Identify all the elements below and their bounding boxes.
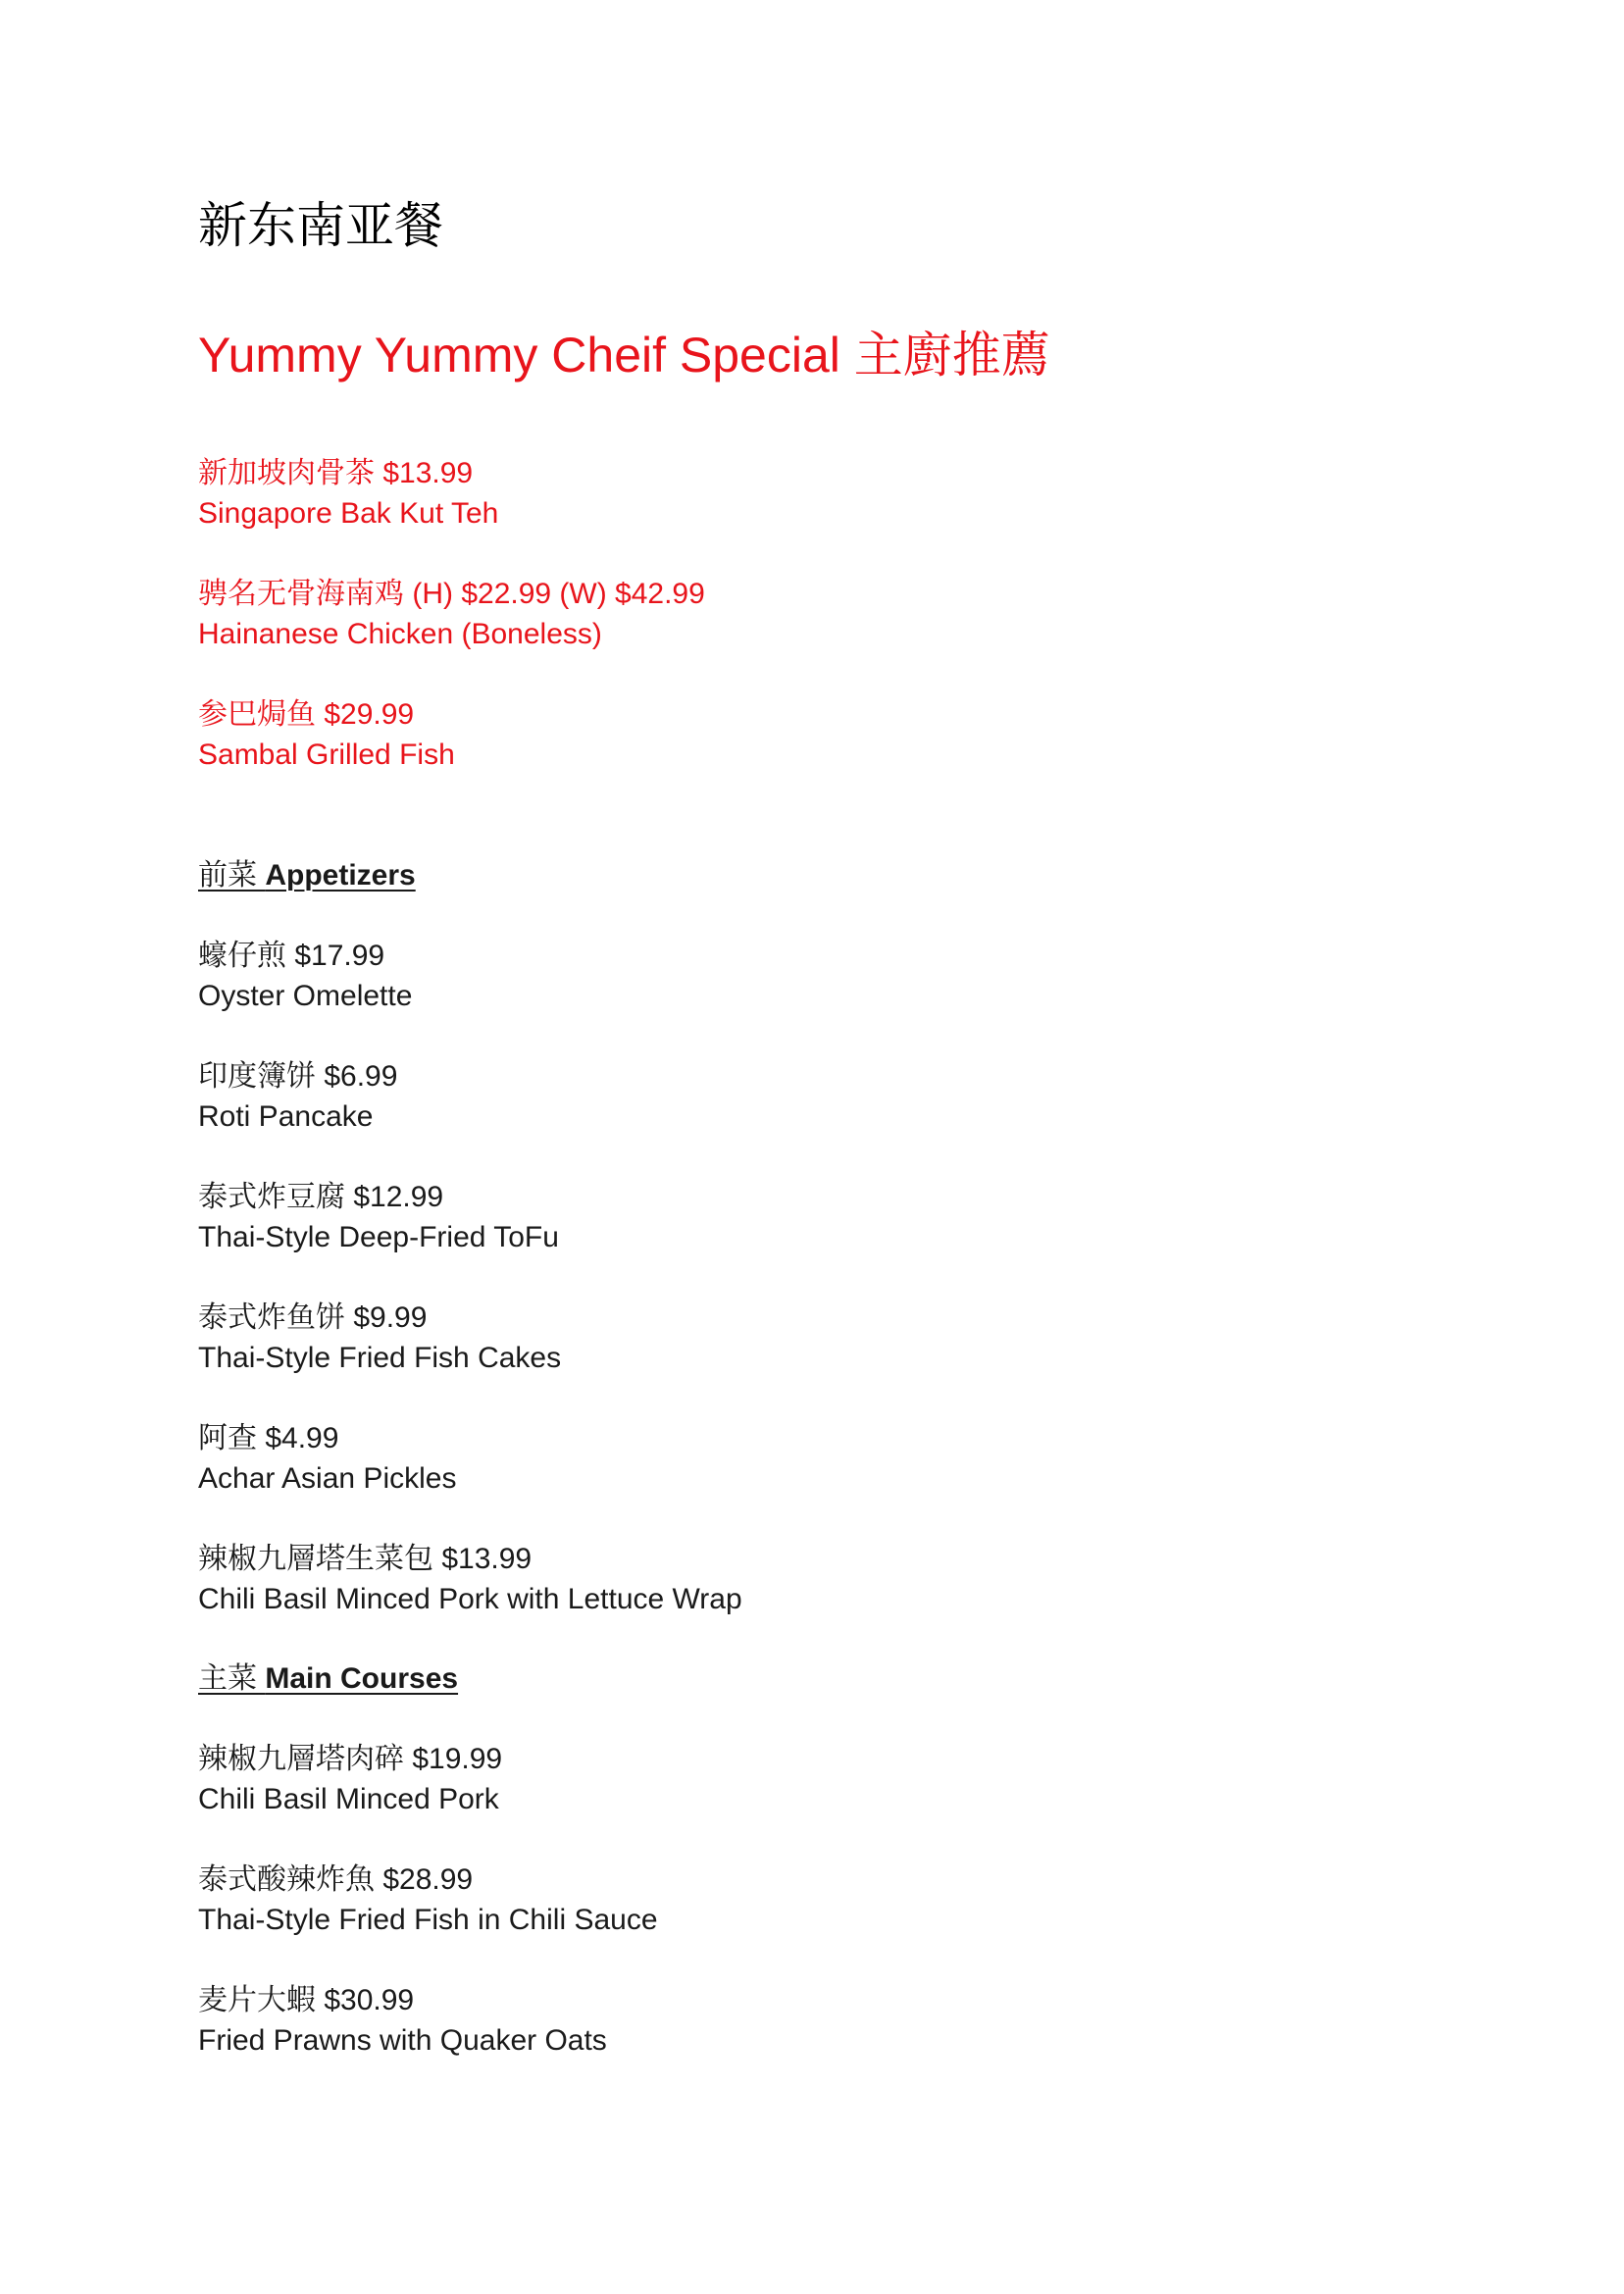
appetizers-heading xyxy=(198,856,416,895)
main-item-2-name-price xyxy=(198,1861,473,1900)
special-item-3-name-price xyxy=(198,695,414,735)
main-item-1-price: $19.99 xyxy=(412,1743,503,1775)
special-item-1-name-price xyxy=(198,454,473,493)
appetizer-item-3-price: $12.99 xyxy=(353,1181,444,1213)
main-item-1-english: Chili Basil Minced Pork xyxy=(198,1783,499,1815)
main-item-2-english: Thai-Style Fried Fish in Chili Sauce xyxy=(198,1904,658,1936)
main-courses-heading-cn: 主菜 xyxy=(198,1662,257,1695)
main-item-3-name-price xyxy=(198,1981,414,2020)
appetizer-item-4-price: $9.99 xyxy=(353,1301,428,1334)
appetizer-item-4-english: Thai-Style Fried Fish Cakes xyxy=(198,1342,562,1374)
main-item-2-chinese: 泰式酸辣炸魚 xyxy=(198,1863,375,1896)
special-item-3-chinese: 参巴焗鱼 xyxy=(198,698,316,731)
appetizer-item-5-name-price xyxy=(198,1419,338,1458)
appetizers-heading-en: Appetizers xyxy=(265,859,416,892)
special-item-1-chinese: 新加坡肉骨茶 xyxy=(198,457,375,489)
appetizer-item-5-english: Achar Asian Pickles xyxy=(198,1462,457,1495)
appetizer-item-1-price: $17.99 xyxy=(294,940,385,972)
special-item-1-price: $13.99 xyxy=(382,457,474,489)
appetizer-item-6-price: $13.99 xyxy=(441,1543,533,1575)
appetizer-item-6-english: Chili Basil Minced Pork with Lettuce Wrap xyxy=(198,1583,742,1615)
appetizer-item-3-chinese: 泰式炸豆腐 xyxy=(198,1181,345,1213)
special-item-2-name-price xyxy=(198,575,705,614)
appetizer-item-5-price: $4.99 xyxy=(265,1422,339,1454)
special-item-3-price: $29.99 xyxy=(324,698,415,731)
main-item-1-name-price xyxy=(198,1740,502,1779)
appetizer-item-3-english: Thai-Style Deep-Fried ToFu xyxy=(198,1221,559,1253)
appetizer-item-6-chinese: 辣椒九層塔生菜包 xyxy=(198,1543,433,1575)
appetizers-heading-cn: 前菜 xyxy=(198,859,257,892)
special-item-2-english: Hainanese Chicken (Boneless) xyxy=(198,618,602,650)
special-item-1-english: Singapore Bak Kut Teh xyxy=(198,497,499,530)
restaurant-name: 新东南亚餐 xyxy=(198,198,443,253)
special-item-2-chinese: 骋名无骨海南鸡 xyxy=(198,578,404,610)
appetizer-item-1-chinese: 蠔仔煎 xyxy=(198,940,286,972)
appetizer-item-2-english: Roti Pancake xyxy=(198,1100,374,1133)
appetizer-item-3-name-price xyxy=(198,1178,443,1217)
appetizer-item-5-chinese: 阿查 xyxy=(198,1422,257,1454)
main-courses-heading xyxy=(198,1659,458,1699)
appetizer-item-1-english: Oyster Omelette xyxy=(198,980,413,1012)
main-item-3-price: $30.99 xyxy=(324,1984,415,2016)
main-item-1-chinese: 辣椒九層塔肉碎 xyxy=(198,1743,404,1775)
appetizer-item-1-name-price xyxy=(198,937,384,976)
appetizer-item-6-name-price xyxy=(198,1540,532,1579)
appetizer-item-2-name-price xyxy=(198,1057,397,1096)
appetizer-item-4-chinese: 泰式炸鱼饼 xyxy=(198,1301,345,1334)
special-item-2-price: (H) $22.99 (W) $42.99 xyxy=(412,578,705,610)
main-item-3-chinese: 麦片大蝦 xyxy=(198,1984,316,2016)
main-item-2-price: $28.99 xyxy=(382,1863,474,1896)
chef-special-title: Yummy Yummy Cheif Special 主廚推薦 xyxy=(198,328,1050,382)
appetizer-item-2-price: $6.99 xyxy=(324,1060,398,1093)
appetizer-item-2-chinese: 印度簿饼 xyxy=(198,1060,316,1093)
main-item-3-english: Fried Prawns with Quaker Oats xyxy=(198,2024,607,2057)
appetizer-item-4-name-price xyxy=(198,1299,427,1338)
main-courses-heading-en: Main Courses xyxy=(265,1662,459,1695)
special-item-3-english: Sambal Grilled Fish xyxy=(198,739,455,771)
